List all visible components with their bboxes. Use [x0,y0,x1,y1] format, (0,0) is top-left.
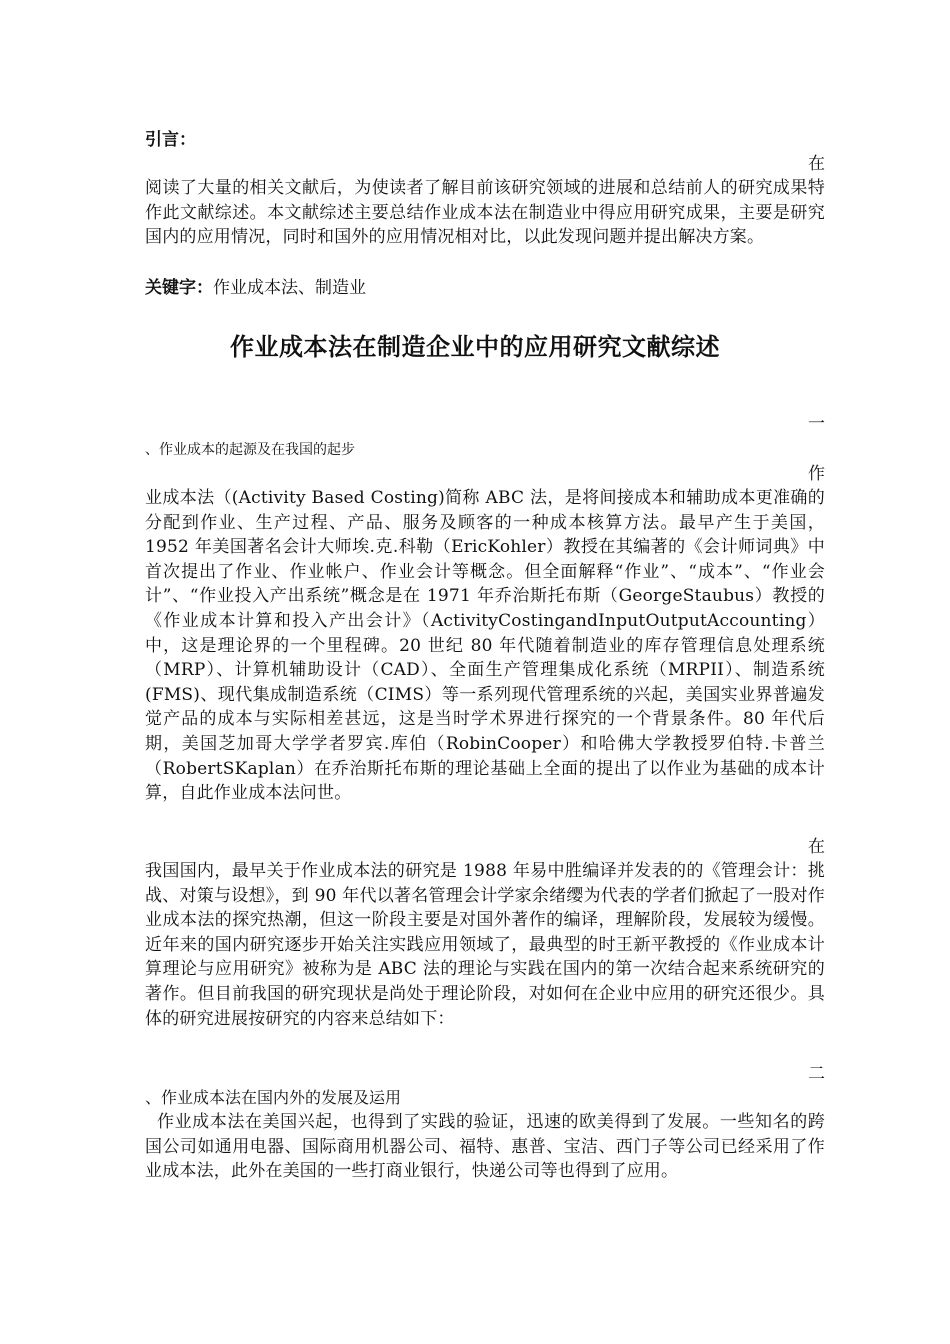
intro-paragraph: 阅读了大量的相关文献后，为使读者了解目前该研究领域的进展和总结前人的研究成果特作此文献综述。本文献综述主要总结作业成本法在制造业中得应用研究成果，主要是研究国内的应用情况，同时和国外的应用情况相对比，以此发现问题并提出解决方案。 [145,178,825,248]
section1-para2-lead: 在 [808,837,825,857]
section1-paragraph-2: 我国国内，最早关于作业成本法的研究是 1988 年易中胜编译并发表的的《管理会计：挑战、对策与设想》，到 90 年代以著名管理会计学家余绪缨为代表的学者们掀起了一股对作业成本法的探究热潮，但这一阶段主要是对国外著作的编译，理解阶段，发展较为缓慢。近年来的国内研究逐步开始关注实践应用领域了，最典型的时王新平教授的《作业成本计算理论与应用研究》被称为是 ABC 法的理论与实践在国内的第一次结合起来系统研究的著作。但目前我国的研究现状是尚处于理论阶段，对如何在企业中应用的研究还很少。具体的研究进展按研究的内容来总结如下： [145,861,825,1029]
intro-lead-char: 在 [808,154,825,174]
section1-paragraph-1: 业成本法（(Activity Based Costing)简称 ABC 法，是将间接成本和辅助成本更准确的分配到作业、生产过程、产品、服务及顾客的一种成本核算方法。最早产生于美国，1952 年美国著名会计大师埃.克.科勒（EricKohler）教授在其编著的《会计师词典》中首次提出了作业、作业帐户、作业会计等概念。但全面解释“作业”、“成本”、“作业会计”、“作业投入产出系统”概念是在 1971 年乔治斯托布斯（GeorgeStaubus）教授的《作业成本计算和投入产出会计》（ActivityCostingandInputOutputAccounting）中，这是理论界的一个里程碑。20 世纪 80 年代随着制造业的库存管理信息处理系统（MRP）、计算机辅助设计（CAD）、全面生产管理集成化系统（MRPII）、制造系统(FMS)、现代集成制造系统（CIMS）等一系列现代管理系统的兴起，美国实业界普遍发觉产品的成本与实际相差甚远，这是当时学术界进行探究的一个背景条件。80 年代后期，美国芝加哥大学学者罗宾.库伯（RobinCooper）和哈佛大学教授罗伯特.卡普兰（RobertSKaplan）在乔治斯托布斯的理论基础上全面的提出了以作业为基础的成本计算，自此作业成本法问世。 [145,488,825,804]
section2-heading: 、作业成本法在国内外的发展及运用 [145,1088,402,1107]
keywords-value: 作业成本法、制造业 [213,278,366,298]
section1-para1-lead: 作 [808,464,825,484]
intro-label: 引言： [145,130,196,150]
section2-number: 二 [808,1064,825,1084]
section1-heading: 、作业成本的起源及在我国的起步 [145,442,355,458]
document-title: 作业成本法在制造企业中的应用研究文献综述 [230,332,720,361]
section2-paragraph-1: 作业成本法在美国兴起，也得到了实践的验证，迅速的欧美得到了发展。一些知名的跨国公司如通用电器、国际商用机器公司、福特、惠普、宝洁、西门子等公司已经采用了作业成本法，此外在美国的一些打商业银行，快递公司等也得到了应用。 [145,1112,825,1182]
keywords-line [145,276,825,300]
keywords-label: 关键字： [145,278,213,298]
section1-number: 一 [808,414,825,434]
